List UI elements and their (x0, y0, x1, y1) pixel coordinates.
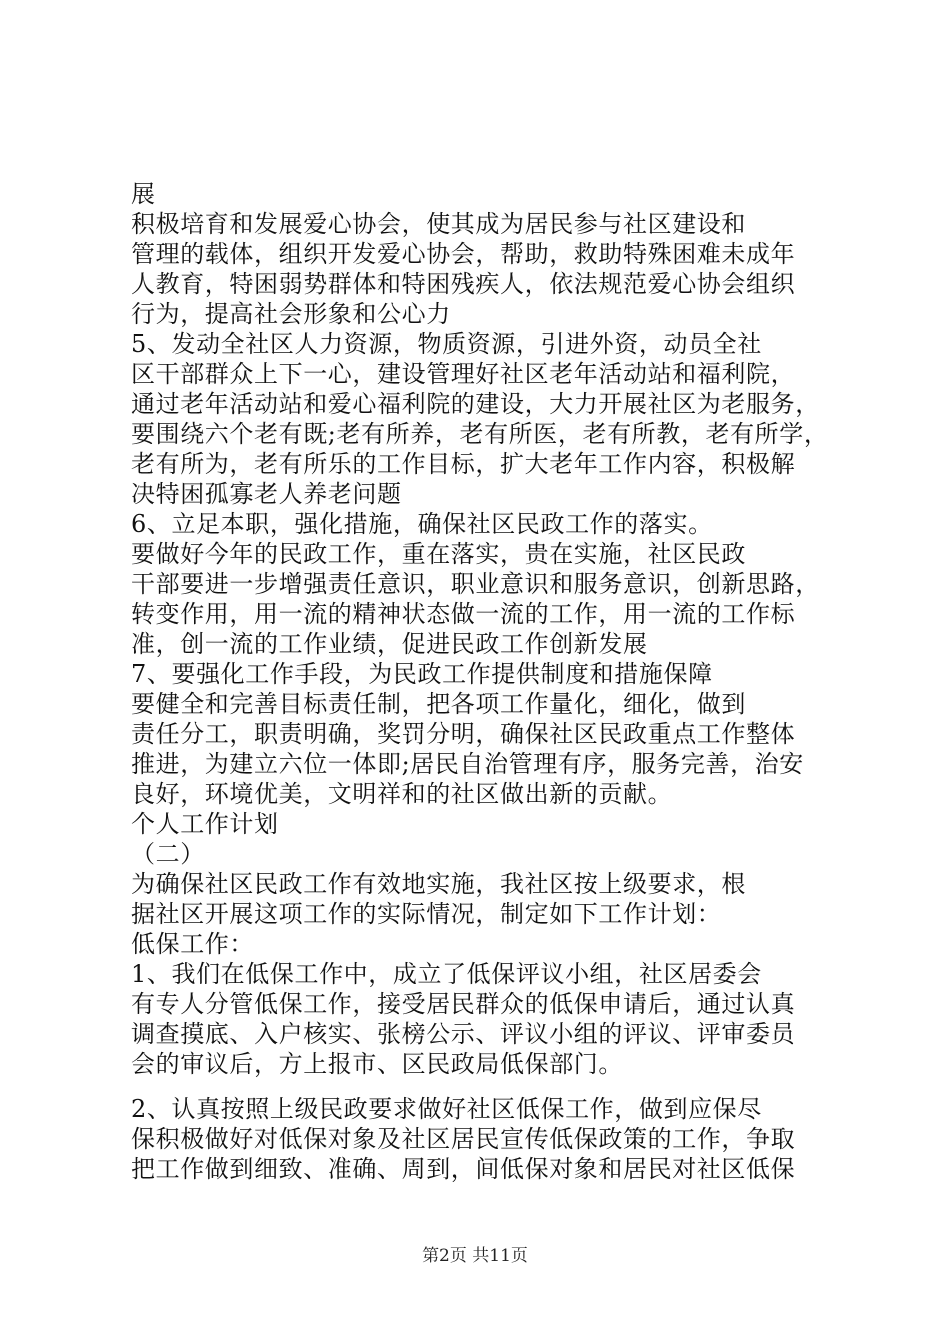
text-line: 积极培育和发展爱心协会，使其成为居民参与社区建设和 (131, 210, 746, 238)
text-line: 调查摸底、入户核实、张榜公示、评议小组的评议、评审委员 (131, 1020, 796, 1048)
page-number-footer: 第2页 共11页 (422, 1246, 528, 1266)
text-line: 责任分工，职责明确，奖罚分明，确保社区民政重点工作整体 (131, 720, 796, 748)
text-line: 保积极做好对低保对象及社区居民宣传低保政策的工作，争取 (131, 1125, 796, 1153)
text-line: 人教育，特困弱势群体和特困残疾人，依法规范爱心协会组织 (131, 270, 796, 298)
text-line: 要围绕六个老有既;老有所养，老有所医，老有所教，老有所学， (131, 420, 829, 448)
text-line: 为确保社区民政工作有效地实施，我社区按上级要求，根 (131, 870, 746, 898)
text-line: 老有所为，老有所乐的工作目标，扩大老年工作内容，积极解 (131, 450, 796, 478)
text-line: 行为，提高社会形象和公心力 (131, 300, 451, 328)
text-line: 7、要强化工作手段，为民政工作提供制度和措施保障 (131, 660, 713, 688)
text-line: 决特困孤寡老人养老问题 (131, 480, 402, 508)
text-line: 1、我们在低保工作中，成立了低保评议小组，社区居委会 (131, 960, 762, 988)
text-line: 展 (131, 180, 156, 208)
text-line: 5、发动全社区人力资源，物质资源，引进外资，动员全社 (131, 330, 762, 358)
text-line: 2、认真按照上级民政要求做好社区低保工作，做到应保尽 (131, 1095, 762, 1123)
text-line: 要做好今年的民政工作，重在落实，贵在实施，社区民政 (131, 540, 746, 568)
text-line: 低保工作： (131, 930, 254, 958)
text-line: 会的审议后，方上报市、区民政局低保部门。 (131, 1050, 623, 1078)
text-line: 6、立足本职，强化措施，确保社区民政工作的落实。 (131, 510, 713, 538)
text-line: 区干部群众上下一心，建设管理好社区老年活动站和福利院， (131, 360, 796, 388)
text-line: 个人工作计划 (131, 810, 279, 838)
text-line: 通过老年活动站和爱心福利院的建设，大力开展社区为老服务， (131, 390, 820, 418)
text-line: 管理的载体，组织开发爱心协会，帮助，救助特殊困难未成年 (131, 240, 796, 268)
text-line: 把工作做到细致、准确、周到，间低保对象和居民对社区低保 (131, 1155, 796, 1183)
text-line: 准，创一流的工作业绩，促进民政工作创新发展 (131, 630, 648, 658)
text-line: 干部要进一步增强责任意识，职业意识和服务意识，创新思路， (131, 570, 820, 598)
text-line: 良好，环境优美，文明祥和的社区做出新的贡献。 (131, 780, 673, 808)
text-line: 据社区开展这项工作的实际情况，制定如下工作计划： (131, 900, 722, 928)
text-line: 推进，为建立六位一体即;居民自治管理有序，服务完善，治安 (131, 750, 804, 778)
text-line: 有专人分管低保工作，接受居民群众的低保申请后，通过认真 (131, 990, 796, 1018)
text-line: （二） (131, 840, 205, 868)
text-line: 要健全和完善目标责任制，把各项工作量化，细化，做到 (131, 690, 746, 718)
text-line: 转变作用，用一流的精神状态做一流的工作，用一流的工作标 (131, 600, 796, 628)
